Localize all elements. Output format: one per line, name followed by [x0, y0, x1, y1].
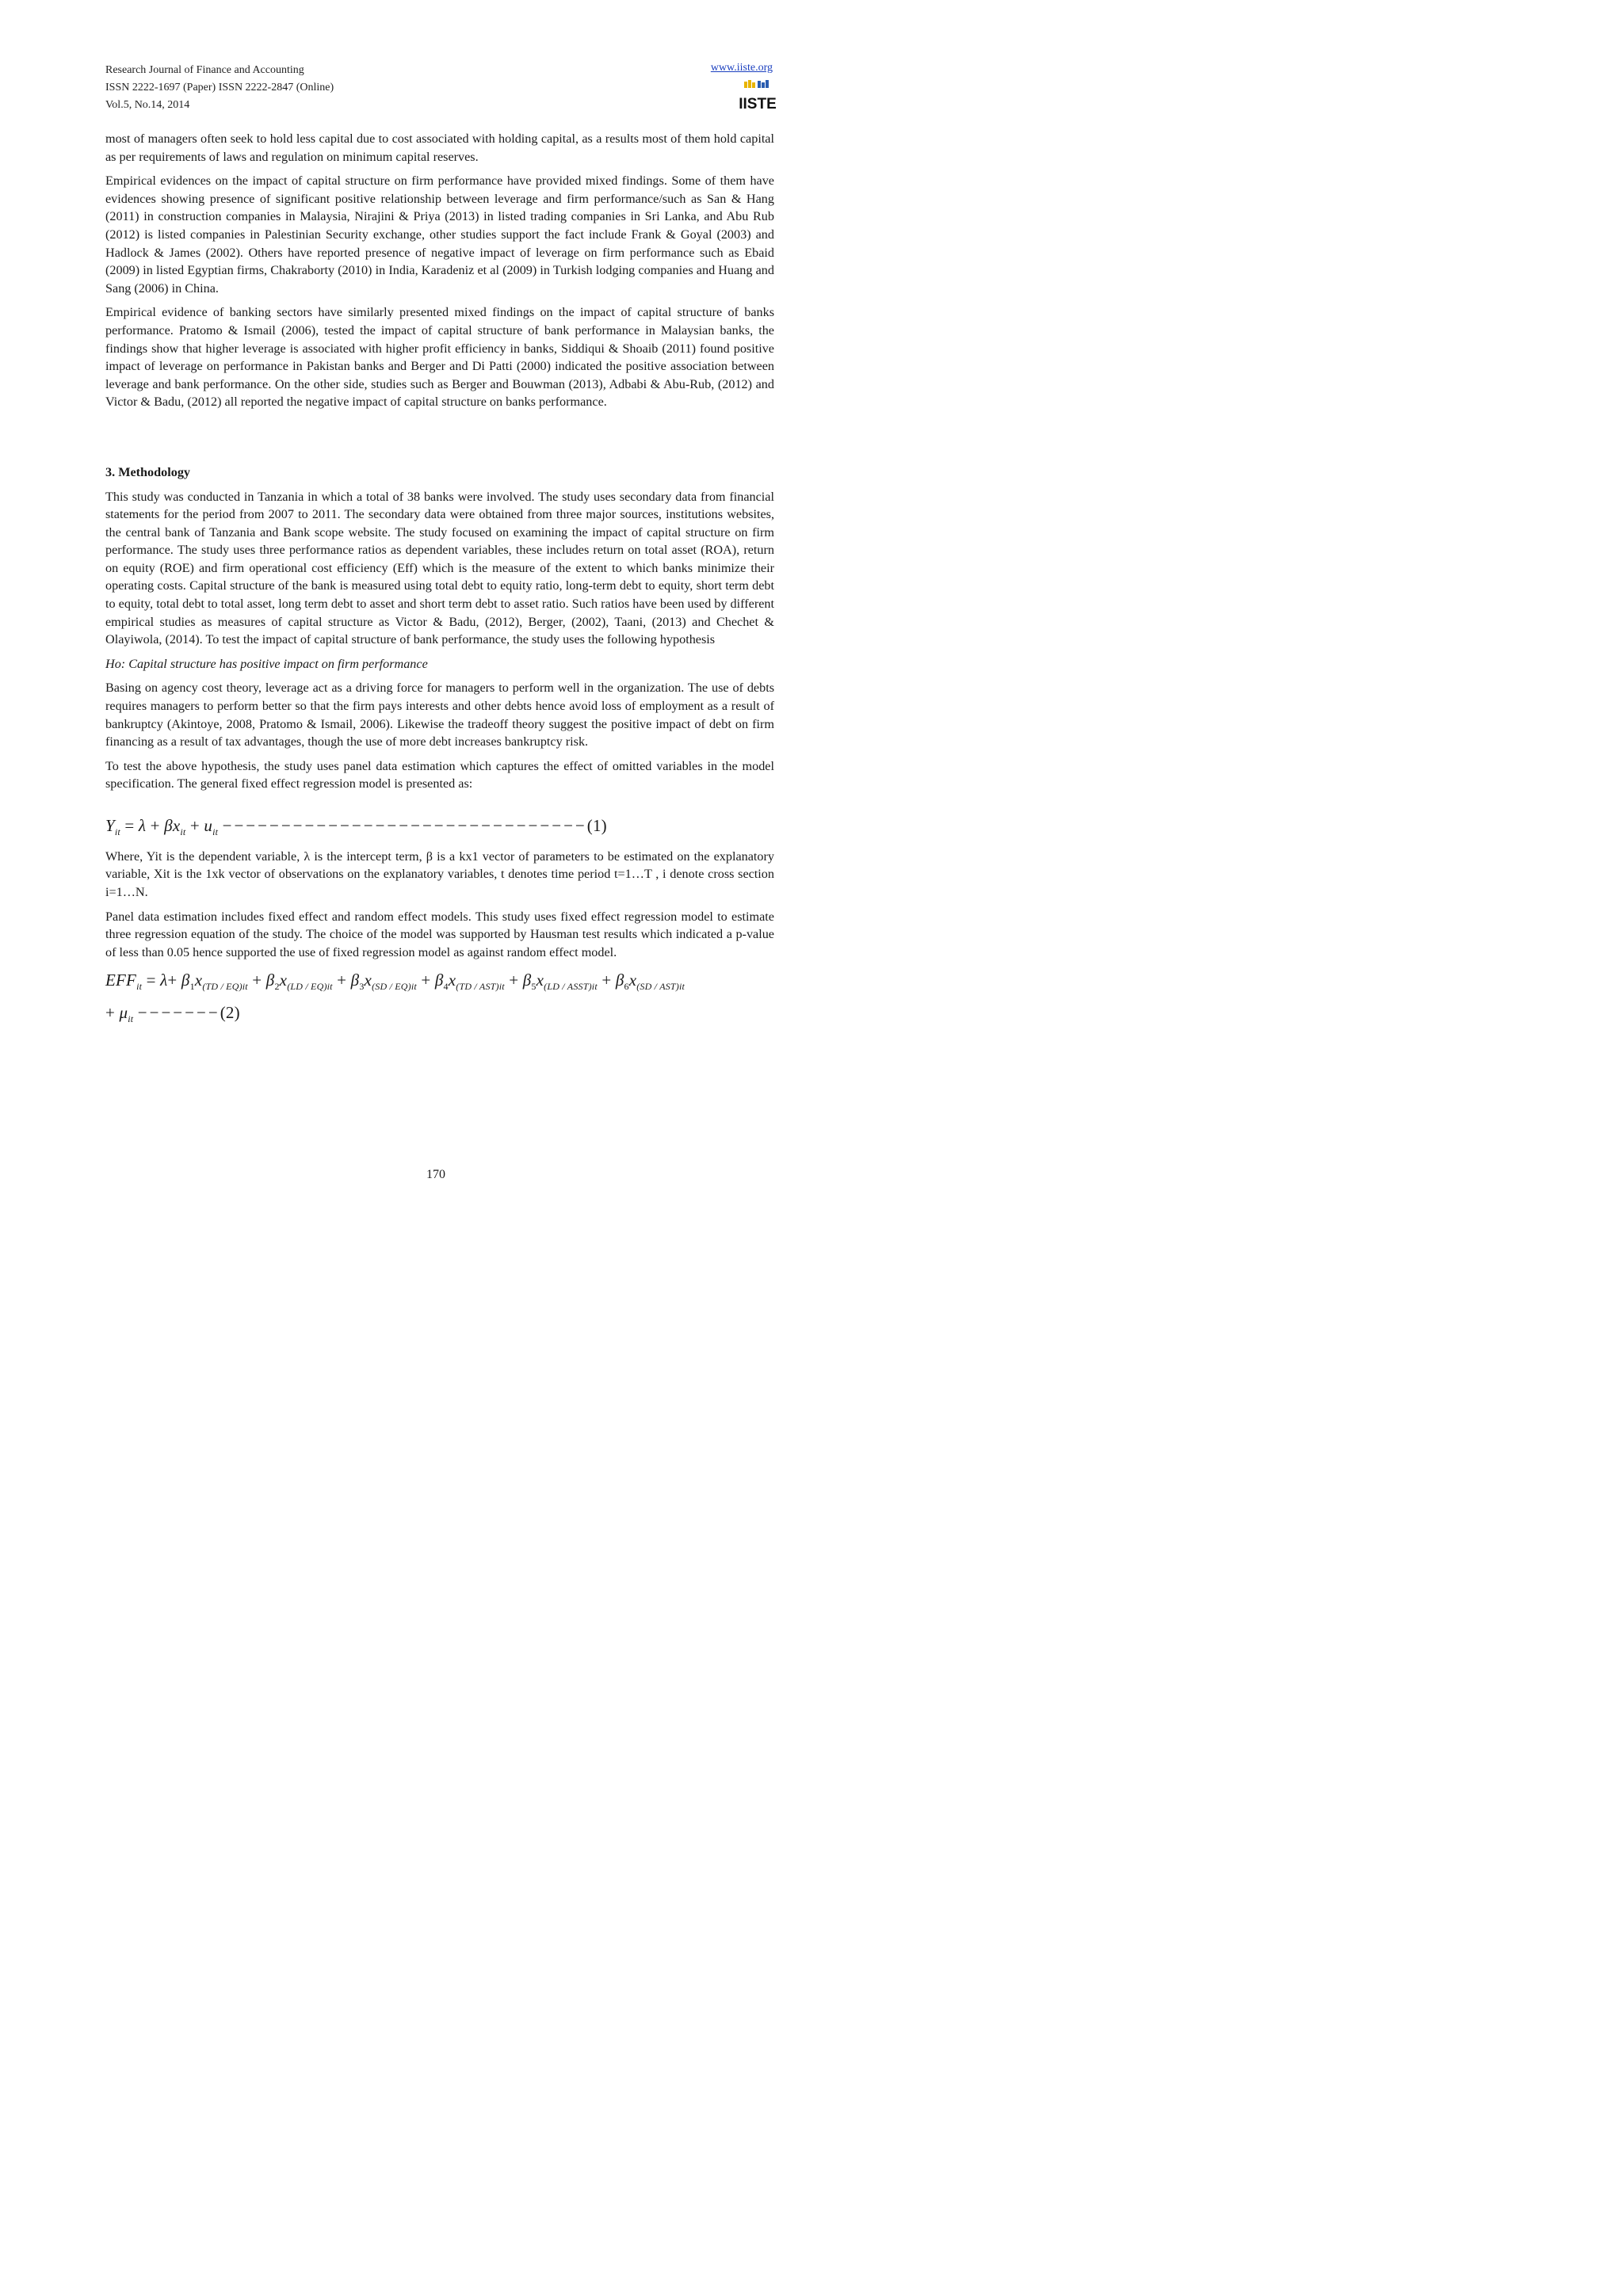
equation-1: $Y_{it} = \lambda + \beta x_{it} + u_{it} -------------------------------(1)$ [105, 816, 607, 838]
logo-text: IISTE [739, 96, 777, 113]
hypothesis: Ho: Capital structure has positive impact on firm performance [105, 656, 428, 671]
equation-dashes: −−−−−−−−−−−−−−−−−−−−−−−−−−−−−−− [222, 816, 587, 835]
equation-dashes: −−−−−−− [137, 1002, 220, 1022]
paragraph: Panel data estimation includes fixed effect and random effect models. This study uses fixed effect regression model to estimate three regression equation of the study. The choice of the model was supported by Hausman test results which indicated a p-value of less than 0.05 hence supported the use of fixed regression model as against random effect model. [105, 909, 774, 959]
paragraph: Basing on agency cost theory, leverage act as a driving force for managers to perform well in the organization. The use of debts requires managers to perform better so that the firm pays interests and other debts hence avoid loss of employment as a result of bankruptcy (Akintoye, 2008, Pratomo & Ismail, 2006). Likewise the tradeoff theory suggest the positive impact of debt on firm financing as a result of tax advantages, though the use of more debt increases bankruptcy risk. [105, 681, 774, 749]
paragraph: Empirical evidences on the impact of capital structure on firm performance have provided mixed findings. Some of them have evidences showing presence of significant positive relationship between leverage and firm performance/such as San & Hang (2011) in construction companies in Malaysia, Nirajini & Priya (2013) in listed trading companies in Sri Lanka, and Abu Rub (2012) is listed companies in Palestinian Security exchange, other studies support the fact include Frank & Goyal (2003) and Hadlock & James (2002). Others have reported presence of negative impact of leverage on firm performance such as Ebaid (2009) in listed Egyptian firms, Chakraborty (2010) in India, Karadeniz et al (2009) in Turkish lodging companies and Huang and Sang (2006) in China. [105, 174, 774, 296]
iiste-logo [739, 80, 777, 113]
equation-label: (1) [586, 816, 607, 835]
issn-line: ISSN 2222-1697 (Paper) ISSN 2222-2847 (Online) [105, 82, 334, 93]
journal-header [105, 62, 334, 114]
website-link[interactable]: www.iiste.org [710, 62, 773, 74]
article-body [105, 130, 774, 1032]
paragraph: Empirical evidence of banking sectors have similarly presented mixed findings on the impact of capital structure of banks performance. Pratomo & Ismail (2006), tested the impact of capital structure of bank performance in Malaysian banks, the findings show that higher leverage is associated with higher profit efficiency in banks, Siddiqui & Shoaib (2011) found positive impact of leverage on performance in Pakistan banks and Berger and Di Patti (2000) indicated the positive association between leverage and bank performance. On the other side, studies such as Berger and Bouwman (2013), Adbabi & Abu-Rub, (2012) and Victor & Badu, (2012) all reported the negative impact of capital structure on banks performance. [105, 305, 774, 410]
volume-line: Vol.5, No.14, 2014 [105, 99, 190, 111]
journal-title: Research Journal of Finance and Accounting [105, 64, 304, 76]
paragraph: To test the above hypothesis, the study uses panel data estimation which captures the effect of omitted variables in the model specification. The general fixed effect regression model is presented as: [105, 758, 774, 791]
section-heading: 3. Methodology [105, 464, 191, 479]
paragraph: This study was conducted in Tanzania in which a total of 38 banks were involved. The study uses secondary data from financial statements for the period from 2007 to 2011. The secondary data were obtained from three major sources, institutions websites, the central bank of Tanzania and Bank scope website. The study focused on examining the impact of capital structure on firm performance. The study uses three performance ratios as dependent variables, these includes return on total asset (ROA), return on equity (ROE) and firm operational cost efficiency (Eff) which is the measure of the extent to which banks minimize their operating costs. Capital structure of the bank is measured using total debt to equity ratio, long-term debt to equity, short term debt to equity, total debt to total asset, long term debt to asset and short term debt to asset ratio. Such ratios have been used by different empirical studies as measures of capital structure as Victor & Badu, (2012), Berger, (2002), Taani, (2013) and Chechet & Olayiwola, (2014). To test the impact of capital structure of bank performance, the study uses the following hypothesis [105, 489, 774, 647]
equation-label: (2) [220, 1002, 240, 1022]
equation-2: $EFF_{it} = \lambda+ \beta_1x_{(TD / EQ)it} + \beta_2x_{(LD / EQ)it} + \beta_3x_{(SD / EQ)it} + \beta_4x_{(TD / AST)it} + \beta_5x_{(LD / ASST)it} + \beta_6x_{(SD / AST)it}$ + $\mu_{it} -------(2)$ [105, 971, 685, 1024]
paragraph: Where, Yit is the dependent variable, λ is the intercept term, β is a kx1 vector of parameters to be estimated on the explanatory variable, Xit is the 1xk vector of observations on the explanatory variables, t denotes time period t=1…T , i denote cross section i=1…N. [105, 849, 774, 899]
paragraph: most of managers often seek to hold less capital due to cost associated with holding capital, as a results most of them hold capital as per requirements of laws and regulation on minimum capital reserves. [105, 132, 774, 164]
page-number: 170 [426, 1168, 445, 1181]
